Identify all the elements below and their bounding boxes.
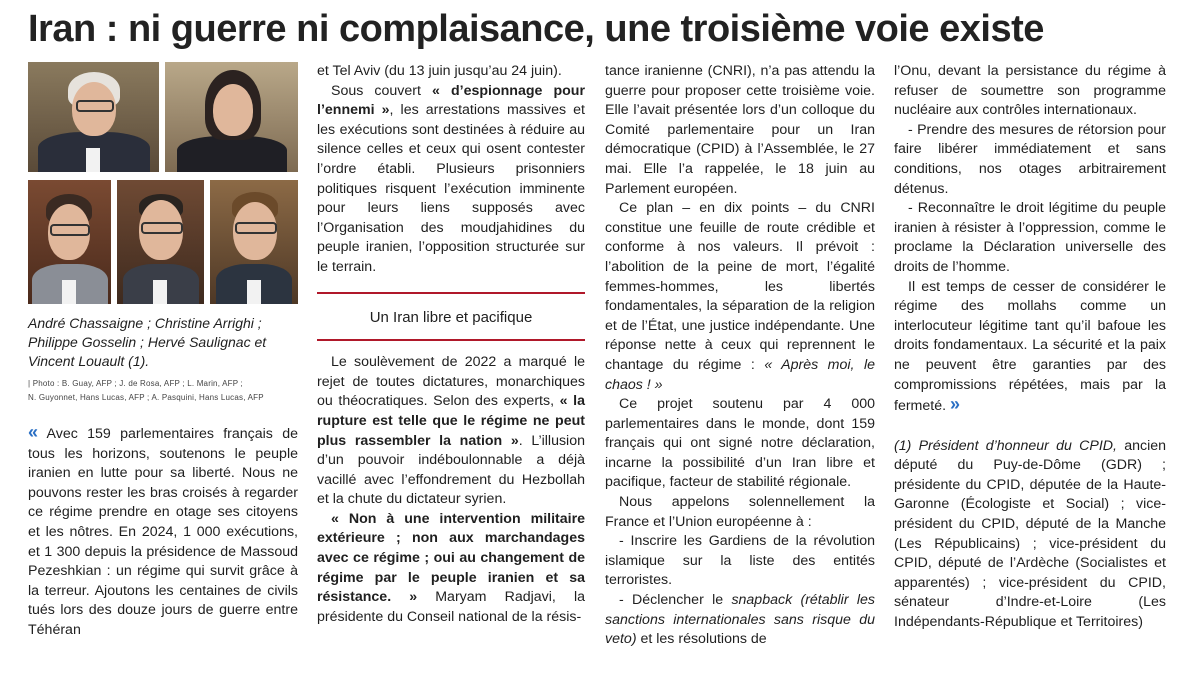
- photo-credits-line-2: N. Guyonnet, Hans Lucas, AFP ; A. Pasquini, Hans Lucas, AFP: [28, 393, 264, 402]
- portrait-photo-louault: [210, 180, 298, 304]
- quote-open-icon: «: [28, 422, 39, 442]
- column-3: [605, 62, 875, 650]
- portrait-photo-chassaigne: [28, 62, 159, 172]
- photo-credits-line-1: | Photo : B. Guay, AFP ; J. de Rosa, AFP ; L. Marin, AFP ;: [28, 379, 243, 388]
- quote-close-icon: »: [950, 394, 961, 415]
- subhead-box: [317, 292, 585, 342]
- col3-list-item-1: - Inscrire les Gardiens de la révolution islamique sur la liste des entités terroristes.: [605, 533, 875, 589]
- col3-paragraph-1: Ce plan – en dix points – du CNRI constitue une feuille de route crédible et conforme à nos valeurs. Il prévoit : l’abolition de la peine de mort, l’égalité femmes-hommes, les libertés fondamentales, la séparation de la religion et de l’État, une justice indépendante. Une réponse nette à ceux qui reprennent le chantage du régime : « Après moi, le chaos ! »: [605, 200, 875, 393]
- col4-list-item-2: - Reconnaître le droit légitime du peuple iranien à résister à l’oppression, comme le proclame la Déclaration universelle des droits de l’homme.: [894, 200, 1166, 275]
- column-4: [894, 62, 1166, 633]
- photo-caption: André Chassaigne ; Christine Arrighi ; Philippe Gosselin ; Hervé Saulignac et Vincent Louault (1).: [28, 315, 267, 369]
- col3-list-item-2: - Déclencher le snapback (rétablir les sanctions internationales sans risque du veto) et les résolutions de: [605, 592, 875, 648]
- footnote: [894, 437, 1166, 633]
- col3-paragraph-2: Ce projet soutenu par 4 000 parlementaires dans le monde, dont 159 français qui ont signé notre déclaration, incarne la possibilité d’un Iran libre et pacifique, facteur de stabilité régionale.: [605, 396, 875, 491]
- col2-paragraph-3: « Non à une intervention militaire extérieure ; non aux marchandages avec ce régime ; oui au changement de régime par le peuple iranien et sa résistance. » Maryam Radjavi, la présidente du Conseil national de la résis-: [317, 510, 585, 625]
- col3-italic-quote: « Après moi, le chaos ! »: [605, 356, 875, 393]
- footnote-text: ancien député du Puy-de-Dôme (GDR) ; présidente du CPID, députée de la Haute-Garonne (Écologiste et Social) ; vice-président du CPID, député de la Manche (Les Républicains) ; vice-président du CPID, député de l’Ardèche (Socialistes et apparentés) ; vice-président du CPID, sénateur d’Indre-et-Loire (Les Indépendants-République et Territoires): [894, 437, 1166, 631]
- column-2: [317, 62, 585, 627]
- col2-paragraph-2: Le soulèvement de 2022 a marqué le rejet de toutes dictatures, monarchiques ou théocratiques. Selon des experts, « la rupture est telle que le régime ne peut plus rassembler la nation ». L’illusion d’un pouvoir indéboulonnable a déjà vacillé avec l’effondrement du Hezbollah et la chute du dictateur syrien.: [317, 354, 585, 508]
- portrait-photo-saulignac: [117, 180, 204, 304]
- col2-bold-quote-3: « Non à une intervention militaire extérieure ; non aux marchandages avec ce régime ; oui au changement de régime par le peuple iranien et sa résistance. »: [317, 510, 585, 606]
- col2-bold-quote-2: « la rupture est telle que le régime ne peut plus rassembler la nation »: [317, 393, 585, 449]
- col3-paragraph-3: Nous appelons solennellement la France et l’Union européenne à :: [605, 494, 875, 530]
- col4-continuation: l’Onu, devant la persistance du régime à refuser de soumettre son programme nucléaire aux contrôles internationaux.: [894, 63, 1166, 119]
- photo-credits: [28, 377, 298, 405]
- portrait-photo-arrighi: [165, 62, 298, 172]
- portrait-photo-gosselin: [28, 180, 111, 304]
- intro-paragraph: [28, 423, 298, 641]
- subhead: Un Iran libre et pacifique: [369, 308, 533, 326]
- column-1: [28, 62, 298, 641]
- col2-bold-quote-1: « d’espionnage pour l’ennemi »: [317, 82, 585, 119]
- col4-list-item-1: - Prendre des mesures de rétorsion pour faire libérer immédiatement et sans conditions, nos otages arbitrairement détenus.: [894, 121, 1166, 197]
- headline: Iran : ni guerre ni complaisance, une troisième voie existe: [28, 8, 1044, 50]
- col2-paragraph-1: Sous couvert « d’espionnage pour l’ennemi », les arrestations massives et les exécutions sont destinées à réduire au silence celles et ceux qui osent contester l’ordre établi. Plusieurs prisonniers politiques risquent l’exécution imminente pour leurs liens supposés avec l’Organisation des moudjahidines du peuple iranien, l’opposition structurée sur le terrain.: [317, 82, 585, 275]
- footnote-marker: (1) Président d’honneur du CPID,: [894, 437, 1117, 454]
- intro-text: Avec 159 parlementaires français de tous les horizons, soutenons le peuple iranien en lutte pour sa liberté. Nous ne pouvons rester les bras croisés à regarder ce régime prendre en otage ses citoyens et les nôtres. En 2024, 1 000 exécutions, et 1 300 depuis la présidence de Massoud Pezeshkian : un régime qui survit grâce à la terreur. Ajoutons les centaines de civils tués lors des douze jours de guerre entre Téhéran: [28, 426, 298, 638]
- col3-continuation: tance iranienne (CNRI), n’a pas attendu la guerre pour proposer cette troisième voie. Elle l’avait présentée lors d’un colloque du Comité parlementaire pour un Iran démocratique (CPID) à l’Assemblée, le 27 mai. Elle l’a rappelée, le 18 juin au Parlement européen.: [605, 63, 875, 197]
- subhead-rule-bottom: [317, 339, 585, 341]
- col2-continuation: et Tel Aviv (du 13 juin jusqu’au 24 juin).: [317, 63, 562, 79]
- col4-paragraph-conclusion: Il est temps de cesser de considérer le régime des mollahs comme un interlocuteur légitime tant qu’il bafoue les droits fondamentaux. La sécurité et la paix ne peuvent être garanties par des compromissions répétées, mais par la fermeté. »: [894, 278, 1166, 415]
- portrait-photos: [28, 62, 298, 310]
